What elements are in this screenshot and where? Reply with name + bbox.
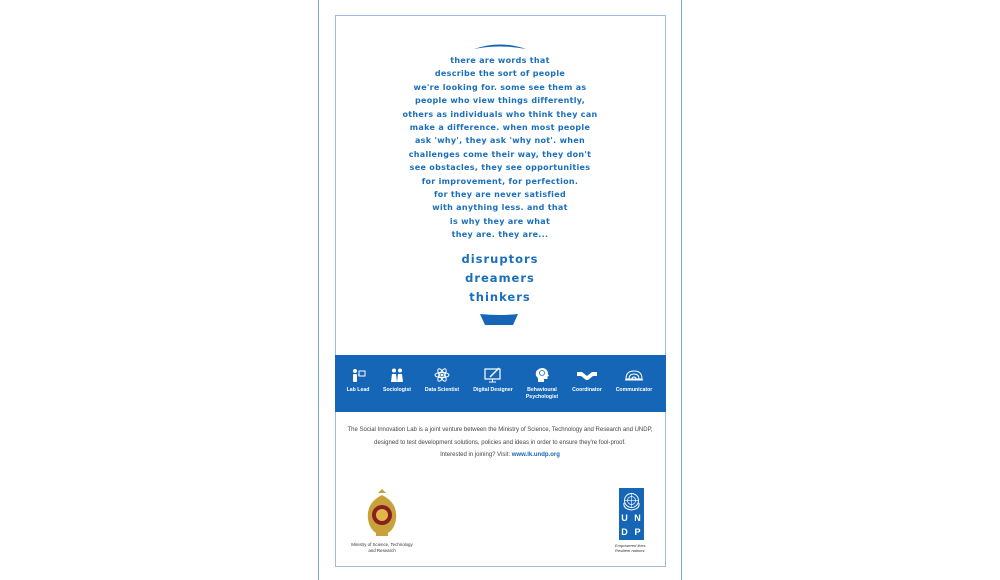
info-line: Interested in joining? Visit: www.lk.undp.org xyxy=(440,452,560,458)
arc-decoration xyxy=(472,42,528,50)
emphasis-words xyxy=(380,250,620,307)
boat-decoration xyxy=(479,313,519,326)
poem-line: is why they are what xyxy=(449,216,551,226)
undp-letter: D xyxy=(621,527,628,537)
poem-line: we're looking for. some see them as xyxy=(413,82,587,92)
poem-text xyxy=(380,54,620,241)
role-label: Lab Lead xyxy=(346,387,370,393)
role-label: Coordinator xyxy=(572,387,602,393)
monitor-pen-icon xyxy=(484,367,502,383)
sri-lanka-emblem xyxy=(364,489,400,539)
role-sociologist xyxy=(372,367,422,394)
word-disruptors: disruptors xyxy=(461,252,539,266)
poem-line: describe the sort of people xyxy=(434,69,566,79)
poem-line: with anything less. and that xyxy=(432,203,568,213)
tagline-line: Empowered lives. xyxy=(615,543,647,548)
undp-letter: U xyxy=(621,513,628,523)
undp-letter: N xyxy=(634,513,641,523)
word-dreamers: dreamers xyxy=(465,271,535,285)
poem-line: ask 'why', they ask 'why not'. when xyxy=(414,136,586,146)
poem-line: they are. they are... xyxy=(451,230,549,240)
role-data-scientist xyxy=(417,367,467,394)
poem-line: others as individuals who think they can xyxy=(402,109,598,119)
role-label: Digital Designer xyxy=(473,387,513,393)
role-behavioural-psychologist xyxy=(517,367,567,400)
undp-letter: P xyxy=(634,527,641,537)
undp-tagline xyxy=(615,543,655,553)
website-link[interactable]: www.lk.undp.org xyxy=(511,452,560,458)
role-label: Communicator xyxy=(615,387,653,393)
role-label: Sociologist xyxy=(383,387,411,393)
ministry-name xyxy=(340,542,424,554)
role-digital-designer xyxy=(468,367,518,394)
head-brain-icon xyxy=(534,367,550,383)
poem-line: make a difference. when most people xyxy=(409,122,591,132)
atom-icon xyxy=(434,367,450,383)
word-thinkers: thinkers xyxy=(469,290,531,304)
ministry-line: Ministry of Science, Technology xyxy=(351,542,413,547)
ministry-line: and Research xyxy=(368,548,396,553)
poem-line: people who view things differently, xyxy=(414,96,586,106)
role-label: Data Scientist xyxy=(424,387,460,393)
handshake-icon xyxy=(576,367,598,383)
info-line: The Social Innovation Lab is a joint venture between the Ministry of Science, Technology and Research and UNDP, xyxy=(347,427,653,433)
info-line: designed to test development solutions, policies and ideas in order to ensure they're fool-proof. xyxy=(374,439,626,446)
info-text xyxy=(340,424,660,462)
tagline-line: Resilient nations. xyxy=(615,548,646,553)
poem-line: for improvement, for perfection. xyxy=(421,176,579,186)
undp-logo xyxy=(619,488,644,540)
un-globe-icon xyxy=(621,490,642,511)
role-label: Behavioural Psychologist xyxy=(525,387,559,400)
roles-band xyxy=(335,355,666,412)
role-communicator xyxy=(609,367,659,394)
lab-lead-icon xyxy=(350,367,366,383)
poem-line: challenges come their way, they don't xyxy=(408,149,592,159)
speech-waves-icon xyxy=(624,367,644,383)
role-coordinator xyxy=(562,367,612,394)
poem-line: there are words that xyxy=(450,56,550,65)
poem-line: for they are never satisfied xyxy=(434,189,566,199)
sociologist-icon xyxy=(389,367,405,383)
poem-line: see obstacles, they see opportunities xyxy=(409,163,591,173)
